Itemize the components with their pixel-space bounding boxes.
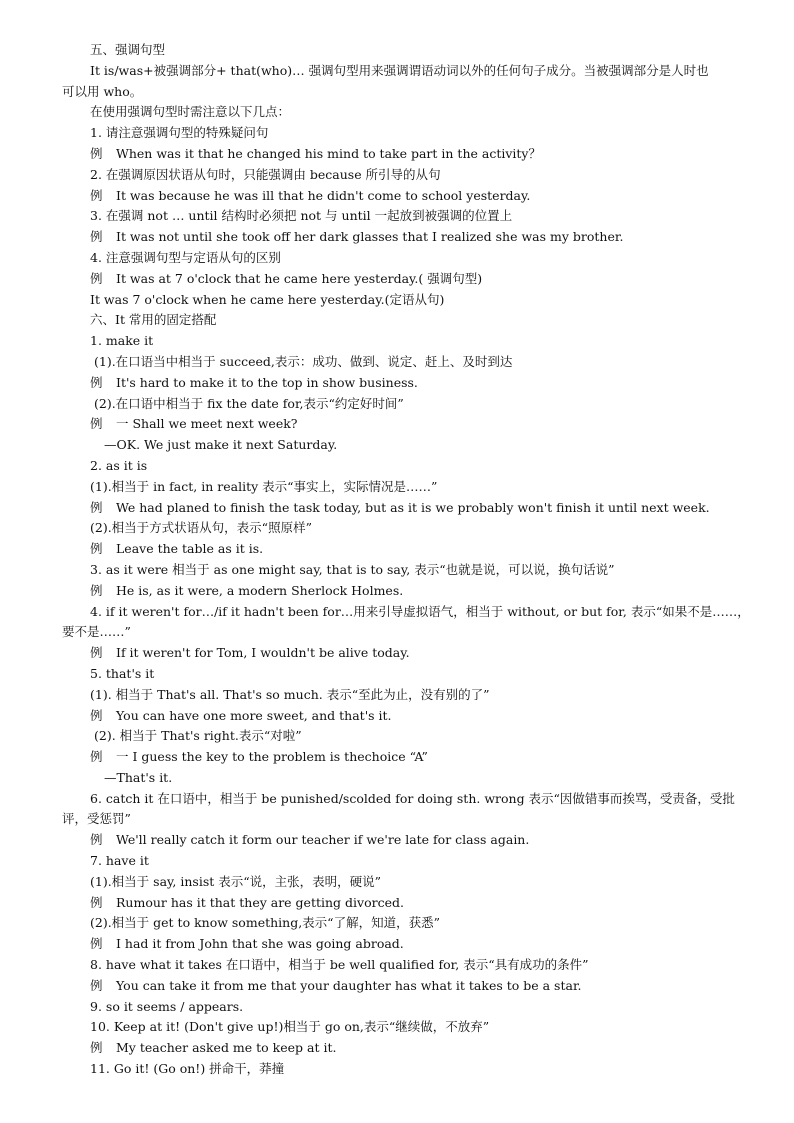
line-text: 10. Keep at it! (Don't give up!)相当于 go on,表示“继续做，不放弃”: [90, 1019, 490, 1035]
line-text: We had planed to finish the task today, but as it is we probably won't finish it until next week.: [116, 499, 710, 515]
example-line: [62, 1038, 754, 1059]
text-line: [62, 685, 754, 706]
example-line: [62, 269, 754, 290]
text-line: [62, 40, 754, 61]
example-label: 例: [90, 229, 103, 245]
text-line: [62, 477, 754, 498]
example-label: 例: [90, 270, 103, 286]
text-line: [62, 394, 754, 415]
line-text: 5. that's it: [90, 665, 155, 681]
example-label: 例: [90, 936, 103, 952]
line-text: He is, as it were, a modern Sherlock Holmes.: [116, 582, 404, 598]
line-text: 3. 在强调 not … until 结构时必须把 not 与 until 一起放到被强调的位置上: [90, 208, 513, 224]
example-line: [62, 498, 754, 519]
line-text: You can have one more sweet, and that's it.: [116, 707, 392, 723]
example-line: [62, 706, 754, 727]
example-line: [62, 414, 754, 435]
line-text: (2).相当于方式状语从句，表示“照原样”: [90, 520, 312, 536]
text-line: [62, 913, 754, 934]
line-text: 9. so it seems / appears.: [90, 998, 244, 1014]
line-text: It was not until she took off her dark glasses that I realized she was my brother.: [116, 229, 624, 245]
example-line: [62, 893, 754, 914]
line-text: —OK. We just make it next Saturday.: [104, 437, 338, 453]
example-label: 例: [90, 749, 103, 765]
text-line: [62, 664, 754, 685]
text-line: [62, 726, 754, 747]
text-line: [62, 602, 754, 623]
text-line: [62, 560, 754, 581]
text-line: [62, 290, 754, 311]
text-line: [62, 82, 754, 103]
line-text: (2). 相当于 That's right.表示“对啦”: [94, 728, 302, 744]
line-text: 在使用强调句型时需注意以下几点：: [90, 104, 291, 120]
line-text: 1. 请注意强调句型的特殊疑问句: [90, 125, 269, 141]
text-line: [62, 955, 754, 976]
text-line: [62, 352, 754, 373]
line-text: 一 I guess the key to the problem is thechoice “A”: [116, 749, 428, 765]
text-line: [62, 809, 754, 830]
text-line: [62, 61, 754, 82]
line-text: It was 7 o'clock when he came here yesterday.(定语从句): [90, 291, 445, 307]
line-text: 7. have it: [90, 853, 149, 869]
example-line: [62, 643, 754, 664]
line-text: 11. Go it! (Go on!) 拼命干，莽撞: [90, 1061, 285, 1077]
example-label: 例: [90, 894, 103, 910]
example-label: 例: [90, 707, 103, 723]
text-line: [62, 518, 754, 539]
text-line: [62, 789, 754, 810]
text-line: [62, 1017, 754, 1038]
line-text: 4. 注意强调句型与定语从句的区别: [90, 249, 281, 265]
example-line: [62, 373, 754, 394]
line-text: 要不是……”: [62, 624, 131, 640]
example-label: 例: [90, 832, 103, 848]
text-line: [62, 248, 754, 269]
text-line: [62, 768, 754, 789]
text-line: [62, 435, 754, 456]
document-body: [62, 40, 754, 1080]
example-line: [62, 747, 754, 768]
line-text: 五、强调句型: [90, 42, 166, 57]
line-text: 4. if it weren't for…/if it hadn't been for…用来引导虚拟语气，相当于 without, or but for, 表示“如果不是……，: [90, 603, 750, 619]
text-line: [62, 165, 754, 186]
line-text: My teacher asked me to keep at it.: [116, 1040, 337, 1056]
text-line: [62, 1059, 754, 1080]
line-text: 2. as it is: [90, 457, 148, 473]
line-text: We'll really catch it form our teacher if we're late for class again.: [116, 832, 530, 848]
text-line: [62, 123, 754, 144]
example-label: 例: [90, 145, 103, 161]
line-text: It is/was+被强调部分+ that(who)… 强调句型用来强调谓语动词以外的任何句子成分。当被强调部分是人时也: [90, 62, 709, 78]
line-text: It's hard to make it to the top in show business.: [116, 374, 418, 390]
example-line: [62, 976, 754, 997]
example-line: [62, 144, 754, 165]
line-text: (1). 相当于 That's all. That's so much. 表示“至此为止，没有别的了”: [90, 686, 490, 702]
line-text: 6. catch it 在口语中，相当于 be punished/scolded for doing sth. wrong 表示“因做错事而挨骂，受责备，受批: [90, 790, 735, 806]
line-text: It was at 7 o'clock that he came here yesterday.( 强调句型): [116, 270, 483, 286]
line-text: Rumour has it that they are getting divorced.: [116, 894, 404, 910]
line-text: You can take it from me that your daughter has what it takes to be a star.: [116, 977, 582, 993]
text-line: [62, 310, 754, 331]
example-label: 例: [90, 645, 103, 661]
text-line: [62, 622, 754, 643]
text-line: [62, 456, 754, 477]
line-text: I had it from John that she was going abroad.: [116, 936, 404, 952]
line-text: 2. 在强调原因状语从句时，只能强调由 because 所引导的从句: [90, 166, 441, 182]
example-label: 例: [90, 416, 103, 432]
text-line: [62, 206, 754, 227]
line-text: 3. as it were 相当于 as one might say, that is to say, 表示“也就是说，可以说，换句话说”: [90, 561, 615, 577]
text-line: [62, 851, 754, 872]
line-text: 评，受惩罚”: [62, 811, 131, 827]
example-label: 例: [90, 1040, 103, 1056]
line-text: 一 Shall we meet next week?: [116, 416, 298, 432]
line-text: When was it that he changed his mind to take part in the activity？: [116, 145, 541, 161]
example-line: [62, 227, 754, 248]
line-text: 六、It 常用的固定搭配: [90, 312, 217, 328]
line-text: (2).相当于 get to know something,表示“了解，知道，获悉”: [90, 915, 440, 931]
line-text: 可以用 who。: [62, 83, 143, 99]
line-text: (1).相当于 say, insist 表示“说，主张，表明，硬说”: [90, 873, 382, 889]
example-line: [62, 581, 754, 602]
line-text: (2).在口语中相当于 fix the date for,表示“约定好时间”: [94, 395, 404, 411]
example-line: [62, 186, 754, 207]
example-line: [62, 539, 754, 560]
line-text: (1).相当于 in fact, in reality 表示“事实上，实际情况是……”: [90, 478, 438, 494]
example-label: 例: [90, 977, 103, 993]
line-text: 8. have what it takes 在口语中，相当于 be well qualified for, 表示“具有成功的条件”: [90, 957, 589, 973]
text-line: [62, 997, 754, 1018]
example-label: 例: [90, 374, 103, 390]
example-line: [62, 830, 754, 851]
line-text: (1).在口语当中相当于 succeed,表示：成功、做到、说定、赶上、及时到达: [94, 353, 513, 369]
line-text: 1. make it: [90, 333, 154, 349]
example-line: [62, 934, 754, 955]
example-label: 例: [90, 499, 103, 515]
text-line: [62, 102, 754, 123]
line-text: Leave the table as it is.: [116, 541, 264, 557]
line-text: —That's it.: [104, 769, 173, 785]
example-label: 例: [90, 541, 103, 557]
example-label: 例: [90, 187, 103, 203]
text-line: [62, 331, 754, 352]
line-text: It was because he was ill that he didn't come to school yesterday.: [116, 187, 531, 203]
line-text: If it weren't for Tom, I wouldn't be alive today.: [116, 645, 410, 661]
text-line: [62, 872, 754, 893]
example-label: 例: [90, 582, 103, 598]
